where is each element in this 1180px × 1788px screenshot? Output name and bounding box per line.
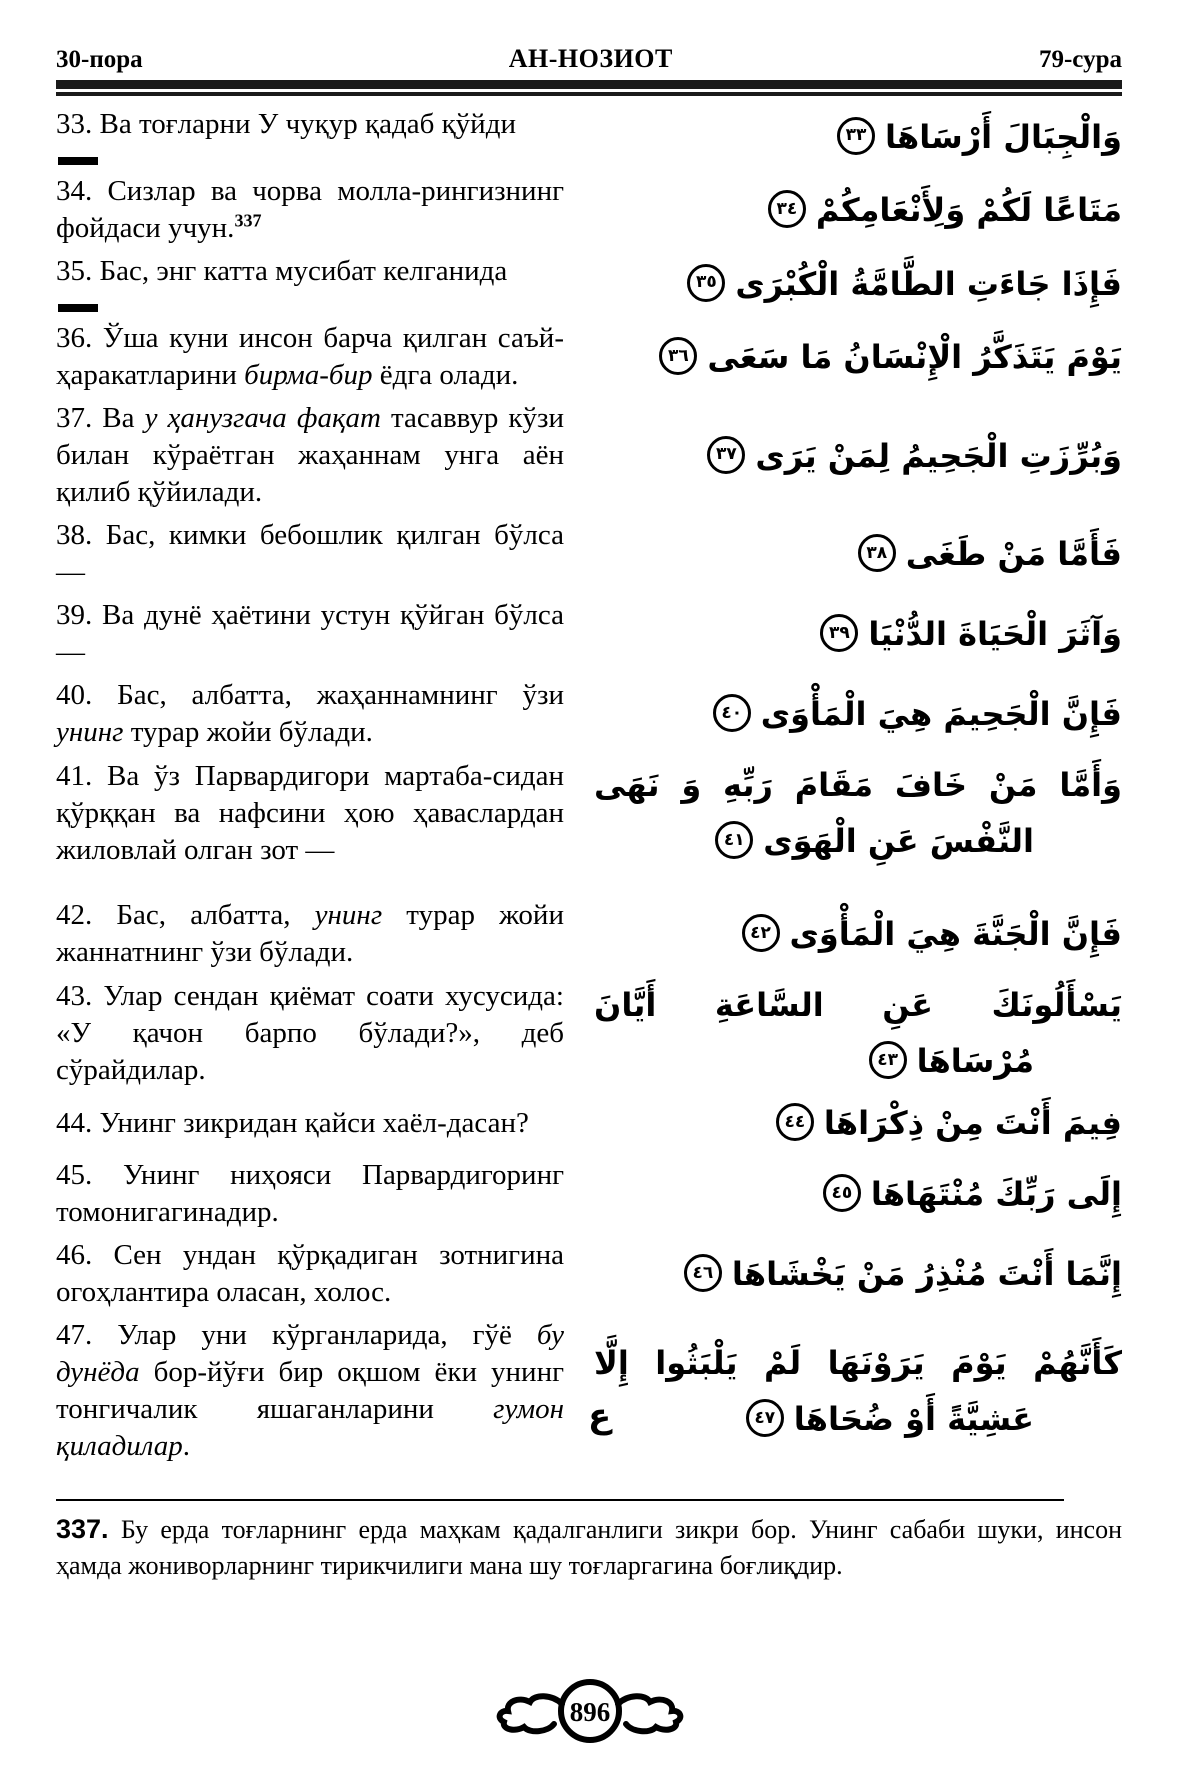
verse-translation-36 [56, 320, 564, 394]
verse-translation-37 [56, 400, 564, 511]
footnote-number: 337. [56, 1514, 109, 1544]
verse-translation-45 [56, 1157, 564, 1231]
page-number: 896 [569, 1697, 611, 1727]
arabic-text: فَأَمَّا مَنْ طَغَى [905, 535, 1122, 573]
arabic-text: يَسْأَلُونَكَ عَنِ السَّاعَةِ أَيَّانَ [594, 986, 1122, 1024]
verse-translation-40 [56, 677, 564, 751]
ayah-number-marker: ٤٢ [742, 914, 780, 952]
uzbek-text [56, 400, 564, 511]
ruku-marker: ع [588, 1396, 612, 1436]
surah-number-label: 79-сура [1038, 46, 1122, 73]
arabic-line [594, 606, 1122, 662]
verse-translation-34 [56, 173, 564, 247]
verse-arabic-33 [594, 109, 1122, 165]
verse-translation-43 [56, 978, 564, 1089]
verse-translation-47 [56, 1317, 564, 1465]
uzbek-text [56, 173, 564, 247]
uzbek-italic-segment: бирма-бир [244, 359, 373, 391]
ayah-number-marker: ٤٥ [823, 1174, 861, 1212]
arabic-text: يَوْمَ يَتَذَكَّرُ الْإِنْسَانُ مَا سَعَى [707, 338, 1122, 376]
uzbek-italic-segment: унинг [314, 899, 383, 931]
uzbek-segment: 42. Бас, албатта, [56, 899, 315, 931]
verse-arabic-37 [594, 428, 1122, 484]
verse-translation-39 [56, 597, 564, 671]
arabic-text: النَّفْسَ عَنِ الْهَوَى [763, 822, 1034, 860]
uzbek-segment: 44. Унинг зикридан қайси хаёл-дасан? [56, 1106, 529, 1139]
footnote-text [56, 1511, 1122, 1584]
verse-translation-35 [56, 253, 564, 314]
uzbek-text [56, 677, 564, 751]
arabic-line [594, 1033, 1122, 1089]
arabic-line [594, 109, 1122, 165]
verse-continuation-dash [58, 157, 98, 165]
verse-row-37 [56, 400, 1122, 511]
arabic-line [594, 329, 1122, 385]
verse-arabic-47 [588, 1335, 1122, 1447]
arabic-line [594, 526, 1122, 582]
header-rule-thin [56, 92, 1122, 96]
uzbek-text [56, 758, 564, 869]
arabic-line [594, 1166, 1122, 1222]
ayah-number-marker: ٤٣ [869, 1041, 907, 1079]
verse-row-40 [56, 677, 1122, 751]
verse-translation-42 [56, 897, 564, 971]
arabic-text: مُرْسَاهَا [916, 1042, 1034, 1080]
arabic-text: عَشِيَّةً أَوْ ضُحَاهَا [793, 1400, 1034, 1438]
verse-arabic-39 [594, 606, 1122, 662]
arabic-text: فَإِنَّ الْجَنَّةَ هِيَ الْمَأْوَى [789, 915, 1122, 953]
header-rule-thick [56, 80, 1122, 89]
arabic-line [594, 256, 1122, 312]
ayah-number-marker: ٣٤ [768, 190, 806, 228]
uzbek-italic-segment: гумон қиладилар [56, 1393, 564, 1462]
uzbek-segment: 40. Бас, албатта, жаҳаннамнинг ўзи [56, 679, 564, 711]
verse-arabic-40 [594, 686, 1122, 742]
verse-row-44 [56, 1095, 1122, 1151]
verse-row-38 [56, 517, 1122, 591]
arabic-line [594, 686, 1122, 742]
verses-area [56, 106, 1122, 1465]
verse-row-45 [56, 1157, 1122, 1231]
arabic-line [594, 428, 1122, 484]
uzbek-italic-segment: бу дунёда [56, 1319, 564, 1388]
footnote-reference: 337 [234, 210, 262, 231]
verse-continuation-dash [58, 304, 98, 312]
arabic-text: فَإِذَا جَاءَتِ الطَّامَّةُ الْكُبْرَى [735, 264, 1122, 303]
arabic-line [594, 1246, 1122, 1302]
uzbek-italic-segment: у ҳанузгача фақат [144, 402, 381, 434]
ayah-number-marker: ٤٠ [713, 694, 751, 732]
page-header [56, 44, 1122, 75]
ayah-number-marker: ٣٥ [687, 264, 725, 302]
verse-arabic-36 [594, 329, 1122, 385]
verse-arabic-45 [594, 1166, 1122, 1222]
arabic-text: فِيمَ أَنْتَ مِنْ ذِكْرَاهَا [823, 1104, 1122, 1142]
verse-arabic-46 [594, 1246, 1122, 1302]
arabic-text: إِلَى رَبِّكَ مُنْتَهَاهَا [870, 1175, 1122, 1213]
verse-translation-38 [56, 517, 564, 591]
arabic-line [594, 1391, 1122, 1447]
verse-row-34 [56, 173, 1122, 247]
uzbek-segment: 47. Улар уни кўрганларида, гўё [56, 1319, 537, 1351]
uzbek-text [56, 1317, 564, 1465]
arabic-text: مَتَاعًا لَكُمْ وَلِأَنْعَامِكُمْ [815, 191, 1122, 229]
arabic-line [594, 757, 1122, 813]
uzbek-segment: 41. Ва ўз Парвардигори мартаба-сидан қўрққан ва нафсини ҳою ҳаваслардан жиловлай олган зот — [56, 759, 564, 866]
verse-arabic-44 [594, 1095, 1122, 1151]
uzbek-text [56, 106, 564, 143]
ayah-number-marker: ٤١ [715, 821, 753, 859]
verse-arabic-38 [594, 526, 1122, 582]
verse-arabic-43 [594, 977, 1122, 1089]
verse-row-46 [56, 1237, 1122, 1311]
ayah-number-marker: ٣٦ [659, 337, 697, 375]
verse-arabic-35 [594, 256, 1122, 312]
uzbek-segment: 37. Ва [56, 402, 145, 434]
uzbek-text [56, 897, 564, 971]
uzbek-segment: 38. Бас, кимки бебошлик қилган бўлса — [56, 519, 564, 588]
uzbek-text [56, 1157, 564, 1231]
arabic-line [594, 977, 1122, 1033]
ayah-number-marker: ٣٣ [837, 117, 875, 155]
footnote-body: Бу ерда тоғларнинг ерда маҳкам қадалганлиги зикри бор. Унинг сабаби шуки, инсон ҳамда жониворларнинг тирикчилиги мана шу тоғларгагина боғлиқдир. [56, 1515, 1122, 1580]
uzbek-text [56, 597, 564, 671]
juz-label: 30-пора [56, 46, 143, 73]
verse-translation-46 [56, 1237, 564, 1311]
verse-translation-41 [56, 758, 564, 869]
verse-arabic-42 [594, 906, 1122, 962]
verse-translation-44 [56, 1105, 564, 1142]
ayah-number-marker: ٤٤ [776, 1103, 814, 1141]
verse-row-39 [56, 597, 1122, 671]
arabic-line [594, 182, 1122, 238]
verse-row-35 [56, 253, 1122, 314]
uzbek-segment: 45. Унинг ниҳояси Парвардигоринг томонигагинадир. [56, 1159, 564, 1228]
verse-row-42 [56, 897, 1122, 971]
arabic-text: وَأَمَّا مَنْ خَافَ مَقَامَ رَبِّهِ وَ نَهَى [594, 766, 1122, 804]
uzbek-text [56, 1237, 564, 1311]
uzbek-text [56, 1105, 564, 1142]
ayah-number-marker: ٣٧ [707, 436, 745, 474]
uzbek-segment: ёдга олади. [372, 359, 519, 391]
uzbek-segment: 36. Ўша куни инсон барча қилган саъй-ҳаракатларини [56, 322, 564, 391]
uzbek-segment: 46. Сен ундан қўрқадиган зотнигина огоҳлантира оласан, холос. [56, 1239, 564, 1308]
ayah-number-marker: ٣٨ [858, 534, 896, 572]
verse-arabic-34 [594, 182, 1122, 238]
arabic-text: فَإِنَّ الْجَحِيمَ هِيَ الْمَأْوَى [760, 695, 1122, 733]
uzbek-segment: тасаввур кўзи билан кўраётган жаҳаннам унга аён қилиб қўйилади. [56, 402, 564, 508]
footnote-separator [56, 1499, 1064, 1501]
verse-row-41 [56, 757, 1122, 869]
surah-title: АН-НОЗИОТ [508, 44, 673, 73]
arabic-text: كَأَنَّهُمْ يَوْمَ يَرَوْنَهَا لَمْ يَلْبَثُوا إِلَّا [594, 1344, 1122, 1382]
verse-row-47 [56, 1317, 1122, 1465]
verse-row-33 [56, 106, 1122, 167]
uzbek-text [56, 320, 564, 394]
verse-row-36 [56, 320, 1122, 394]
uzbek-segment: бор-йўғи бир оқшом ёки унинг тонгичалик яшаганларини [56, 1356, 564, 1425]
verse-arabic-41 [594, 757, 1122, 869]
uzbek-segment: 35. Бас, энг катта мусибат келганида [56, 255, 508, 287]
footnote-block [56, 1499, 1122, 1584]
uzbek-segment: 43. Улар сендан қиёмат соати хусусида: «У қачон барпо бўлади?», деб сўрайдилар. [56, 979, 564, 1086]
page-number-cartouche [478, 1672, 702, 1750]
ayah-number-marker: ٣٩ [820, 614, 858, 652]
arabic-text: وَبُرِّزَتِ الْجَحِيمُ لِمَنْ يَرَى [755, 436, 1122, 475]
arabic-line [594, 813, 1122, 869]
uzbek-text [56, 978, 564, 1089]
arabic-line [594, 906, 1122, 962]
uzbek-segment: 33. Ва тоғларни У чуқур қадаб қўйди [56, 108, 516, 140]
verse-translation-33 [56, 106, 564, 167]
uzbek-segment: турар жойи бўлади. [123, 716, 373, 748]
ayah-number-marker: ٤٦ [684, 1254, 722, 1292]
uzbek-segment: . [182, 1430, 190, 1462]
uzbek-italic-segment: унинг [56, 716, 124, 748]
arabic-text: وَآثَرَ الْحَيَاةَ الدُّنْيَا [868, 615, 1122, 653]
uzbek-text [56, 253, 564, 290]
uzbek-segment: 39. Ва дунё ҳаётини устун қўйган бўлса — [56, 599, 564, 668]
arabic-text: وَالْجِبَالَ أَرْسَاهَا [885, 117, 1122, 156]
uzbek-segment: 34. Сизлар ва чорва молла-рингизнинг фойдаси учун. [56, 175, 564, 244]
uzbek-segment: турар жойи жаннатнинг ўзи бўлади. [56, 899, 564, 968]
arabic-line [594, 1335, 1122, 1391]
arabic-line [594, 1095, 1122, 1151]
verse-row-43 [56, 977, 1122, 1089]
uzbek-text [56, 517, 564, 591]
ayah-number-marker: ٤٧ [746, 1399, 784, 1437]
cartouche-ornament [478, 1672, 702, 1750]
arabic-text: إِنَّمَا أَنْتَ مُنْذِرُ مَنْ يَخْشَاهَا [731, 1255, 1122, 1293]
